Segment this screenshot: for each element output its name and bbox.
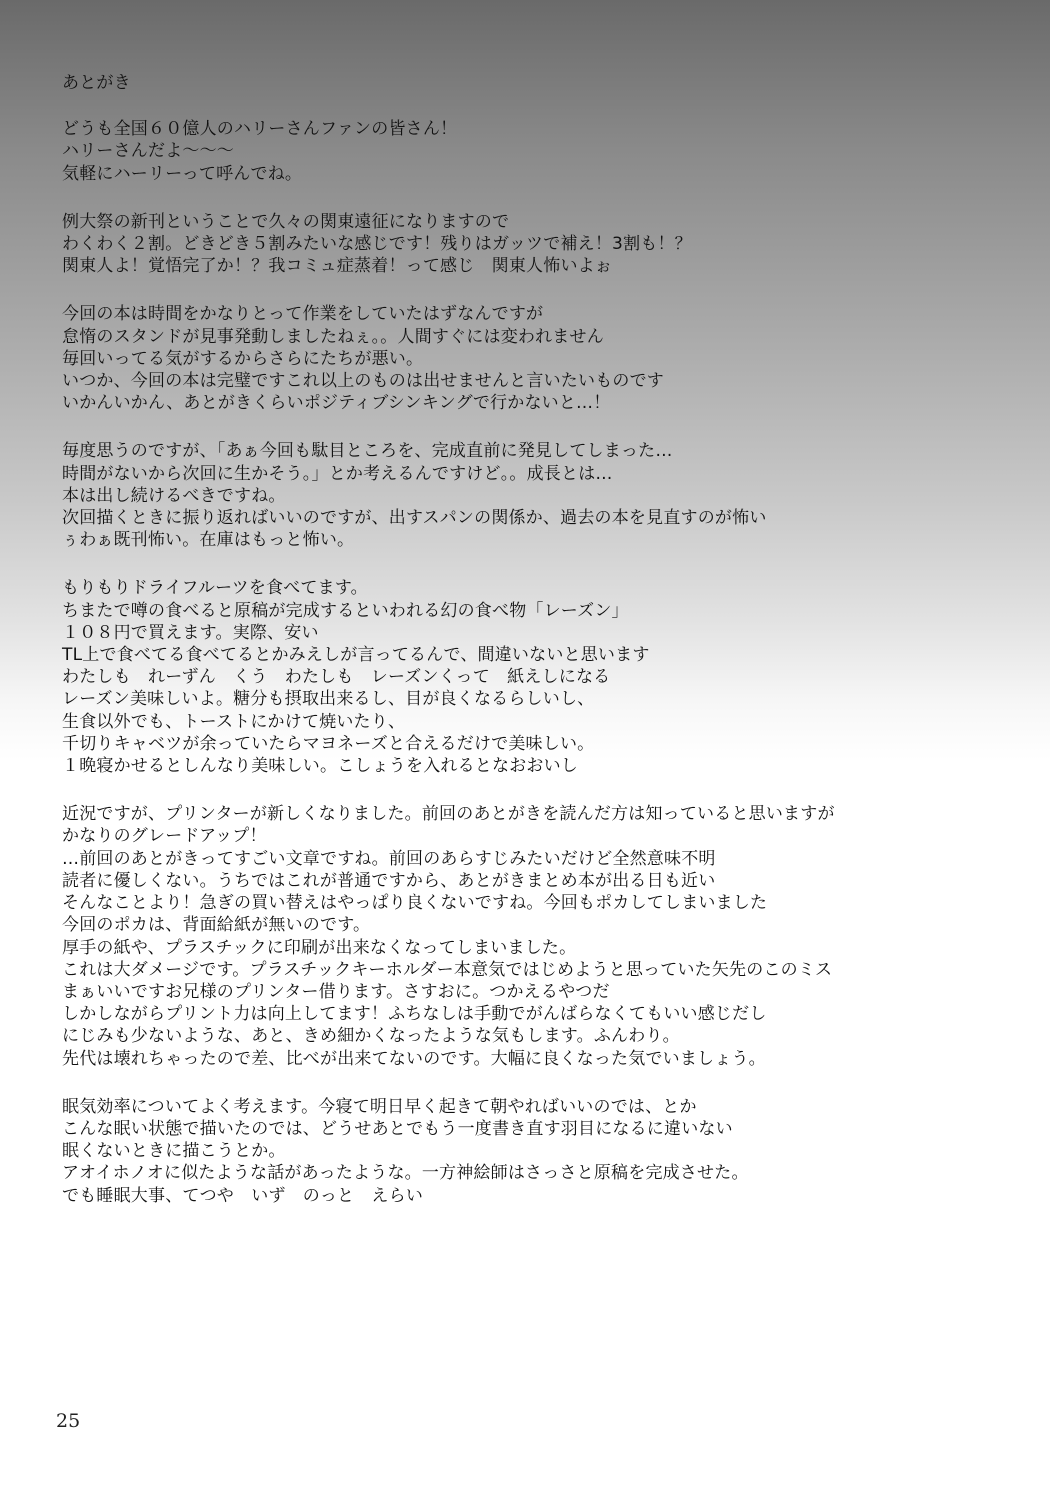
- text-line: 例大祭の新刊ということで久々の関東遠征になりますので: [62, 211, 510, 232]
- text-line: かなりのグレードアップ！: [62, 826, 267, 847]
- text-line: 眠くないときに描こうとか。: [62, 1141, 286, 1162]
- text-line: 今回のポカは、背面給紙が無いのです。: [62, 915, 371, 936]
- paragraph: [62, 118, 992, 185]
- text-line: わたしも れーずん くう わたしも レーズンくって 紙えしになる: [62, 667, 611, 688]
- text-line: これは大ダメージです。プラスチックキーホルダー本意気ではじめようと思っていた矢先のこのミス: [62, 959, 833, 980]
- text-line: 眠気効率についてよく考えます。今寝て明日早く起きて朝やればいいのでは、とか: [62, 1096, 697, 1117]
- text-line: 毎度思うのですが、「あぁ今回も駄目ところを、完成直前に発見してしまった…: [62, 441, 673, 462]
- text-line: にじみも少ないような、あと、きめ細かくなったような気もします。ふんわり。: [62, 1026, 680, 1047]
- text-line: ちまたで噂の食べると原稿が完成するといわれる幻の食べ物「レーズン」: [62, 600, 629, 621]
- paragraph: [62, 803, 992, 1069]
- text-line: いつか、今回の本は完璧ですこれ以上のものは出せませんと言いたいものです: [62, 371, 664, 392]
- afterword-paragraphs: [62, 118, 992, 1207]
- text-line: しかしながらプリント力は向上してます！ふちなしは手動でがんばらなくてもいい感じだし: [62, 1004, 767, 1025]
- text-line: 時間がないから次回に生かそう。」とか考えるんですけど。。成長とは…: [62, 463, 613, 484]
- text-line: ぅわぁ既刊怖い。在庫はもっと怖い。: [62, 530, 355, 551]
- text-line: 近況ですが、プリンターが新しくなりました。前回のあとがきを読んだ方は知っていると思いますが: [62, 804, 835, 825]
- text-line: まぁいいですお兄様のプリンター借ります。さすおに。つかえるやつだ: [62, 981, 610, 1002]
- text-line: １０８円で買えます。実際、安い: [62, 622, 319, 643]
- text-line: どうも全国６０億人のハリーさんファンの皆さん！: [62, 119, 458, 140]
- text-line: ハリーさんだよ〜〜〜: [62, 141, 234, 162]
- paragraph: [62, 303, 992, 414]
- page-number: 25: [56, 1410, 81, 1432]
- text-line: 読者に優しくない。うちではこれが普通ですから、あとがきまとめ本が出る日も近い: [62, 870, 716, 891]
- text-line: 今回の本は時間をかなりとって作業をしていたはずなんですが: [62, 304, 544, 325]
- afterword-text: [62, 72, 992, 1233]
- text-line: 次回描くときに振り返ればいいのですが、出すスパンの関係か、過去の本を見直すのが怖い: [62, 508, 767, 529]
- paragraph: [62, 211, 992, 278]
- text-line: １晩寝かせるとしんなり美味しい。こしょうを入れるとなおおいし: [62, 756, 578, 777]
- afterword-heading-block: [62, 72, 992, 94]
- afterword-heading: あとがき: [62, 73, 131, 93]
- text-line: いかんいかん、あとがきくらいポジティブシンキングで行かないと…！: [62, 393, 611, 414]
- text-line: 厚手の紙や、プラスチックに印刷が出来なくなってしまいました。: [62, 937, 577, 958]
- text-line: 怠惰のスタンドが見事発動しましたねぇ。。人間すぐには変われません: [62, 326, 604, 347]
- text-line: アオイホノオに似たような話があったような。一方神絵師はさっさと原稿を完成させた。: [62, 1163, 749, 1184]
- text-line: 本は出し続けるべきですね。: [62, 485, 286, 506]
- paragraph: [62, 577, 992, 777]
- text-line: 毎回いってる気がするからさらにたちが悪い。: [62, 348, 424, 369]
- paragraph: [62, 440, 992, 551]
- text-line: こんな眠い状態で描いたのでは、どうせあとでもう一度書き直す羽目になるに違いない: [62, 1118, 733, 1139]
- text-line: 気軽にハーリーって呼んでね。: [62, 163, 303, 184]
- text-line: 関東人よ！覚悟完了か！？我コミュ症蒸着！って感じ 関東人怖いよぉ: [62, 256, 613, 277]
- text-line: わくわく２割。どきどき５割みたいな感じです！残りはガッツで補え！3割も！？: [62, 234, 692, 255]
- text-line: 先代は壊れちゃったので差、比べが出来てないのです。大幅に良くなった気でいましょう。: [62, 1048, 766, 1069]
- text-line: 生食以外でも、トーストにかけて焼いたり、: [62, 711, 406, 732]
- text-line: TL上で食べてる食べてるとかみえしが言ってるんで、間違いないと思います: [62, 645, 650, 666]
- text-line: そんなことより！急ぎの買い替えはやっぱり良くないですね。今回もポカしてしまいました: [62, 893, 768, 914]
- text-line: …前回のあとがきってすごい文章ですね。前回のあらすじみたいだけど全然意味不明: [62, 848, 716, 869]
- text-line: レーズン美味しいよ。糖分も摂取出来るし、目が良くなるらしいし、: [62, 689, 595, 710]
- paragraph: [62, 1096, 992, 1207]
- text-line: でも睡眠大事、てつや いず のっと えらい: [62, 1185, 424, 1206]
- text-line: 千切りキャベツが余っていたらマヨネーズと合えるだけで美味しい。: [62, 733, 595, 754]
- text-line: もりもりドライフルーツを食べてます。: [62, 578, 368, 599]
